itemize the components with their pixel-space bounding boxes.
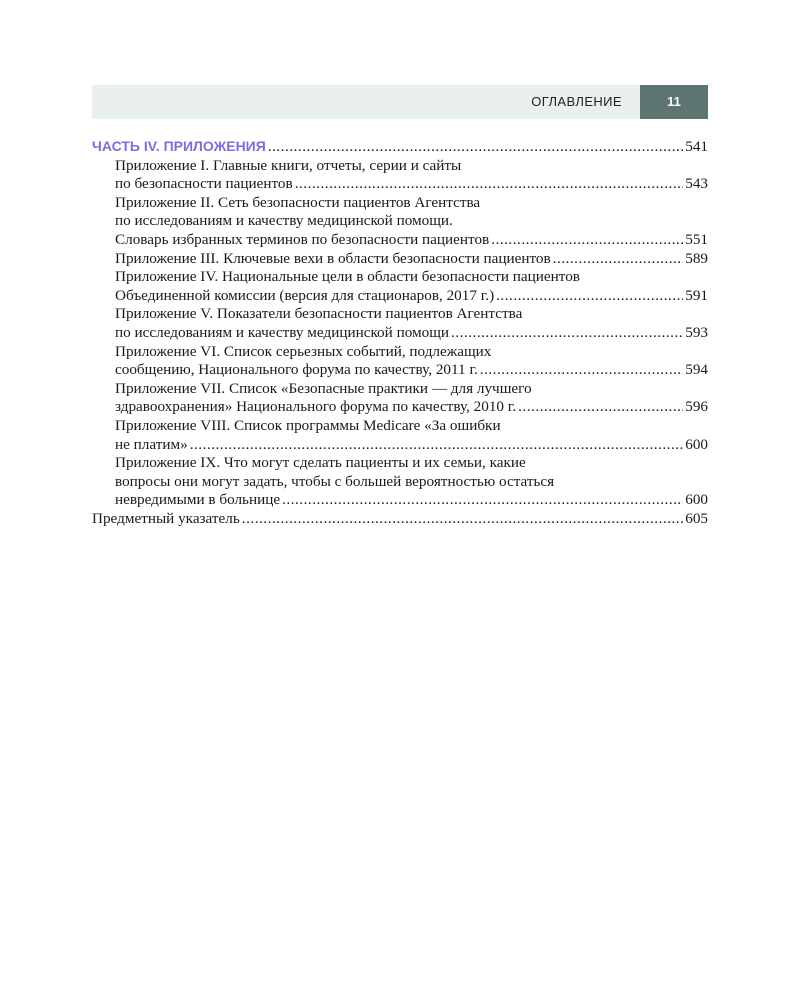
toc-leader-dots [295, 175, 684, 194]
toc-entry[interactable] [92, 250, 708, 269]
toc-entry-last-line [115, 231, 708, 250]
toc-entry[interactable] [92, 194, 708, 250]
toc-entry-line: Приложение VI. Список серьезных событий, подлежащих [115, 342, 492, 360]
toc-leader-dots [518, 398, 683, 417]
toc-part-entry[interactable] [92, 137, 708, 157]
toc-part-title: ЧАСТЬ IV. ПРИЛОЖЕНИЯ [92, 138, 266, 154]
toc-entry[interactable] [92, 305, 708, 342]
toc-entry-last-line [115, 398, 708, 417]
header-title: ОГЛАВЛЕНИЕ [531, 94, 622, 109]
toc-entry[interactable] [92, 454, 708, 510]
toc-page-number: 551 [685, 230, 708, 248]
toc-entry-line: Приложение IV. Национальные цели в области безопасности пациентов [115, 268, 580, 286]
toc-entry[interactable] [92, 157, 708, 194]
toc-leader-dots [451, 324, 683, 343]
toc-entry-last-line [115, 491, 708, 510]
toc-entry-last-line [115, 361, 708, 380]
toc-entry[interactable] [92, 343, 708, 380]
toc-entry[interactable] [92, 268, 708, 305]
toc-page-number: 593 [685, 323, 708, 341]
toc-leader-dots [496, 287, 683, 306]
toc-entry-line: Приложение VII. Список «Безопасные практики — для лучшего [115, 379, 532, 397]
toc-entry-line: Приложение II. Сеть безопасности пациентов Агентства [115, 193, 481, 211]
toc-index-entry[interactable] [92, 510, 708, 529]
toc-page-number: 591 [685, 286, 708, 304]
toc-entry-title: сообщению, Национального форума по качеству, 2011 г. [115, 361, 478, 379]
toc-entry-last-line [115, 250, 708, 269]
toc-entry-title: Объединенной комиссии (версия для стационаров, 2017 г.) [115, 286, 495, 304]
toc-entry-title: по безопасности пациентов [115, 175, 293, 193]
toc-entry-title: невредимыми в больнице [115, 491, 281, 509]
toc-entry-line: Приложение VIII. Список программы Medicare «За ошибки [115, 416, 501, 434]
toc-entry-title: не платим» [115, 435, 188, 453]
running-header [92, 85, 708, 119]
toc-leader-dots [242, 510, 683, 529]
toc-leader-dots [268, 138, 683, 157]
toc-entry-last-line [115, 287, 708, 306]
toc-entry[interactable] [92, 417, 708, 454]
toc-leader-dots [282, 491, 683, 510]
toc-entry-line: Приложение I. Главные книги, отчеты, серии и сайты [115, 156, 462, 174]
toc-entry-line: вопросы они могут задать, чтобы с большей вероятностью остаться [115, 472, 555, 490]
toc-entry-title: здравоохранения» Национального форума по качеству, 2010 г. [115, 398, 517, 416]
toc-entry-title: Приложение III. Ключевые вехи в области безопасности пациентов [115, 249, 551, 267]
toc-entry-title: Словарь избранных терминов по безопасности пациентов [115, 230, 490, 248]
toc-page-number: 605 [685, 509, 708, 527]
toc-page-number: 541 [685, 138, 708, 155]
toc-page-number: 594 [685, 361, 708, 379]
toc-entry-last-line [115, 175, 708, 194]
toc-leader-dots [480, 361, 683, 380]
toc-page-number: 543 [685, 175, 708, 193]
toc-leader-dots [491, 231, 683, 250]
toc-entry-last-line [115, 436, 708, 455]
toc-leader-dots [553, 250, 684, 269]
page-number-badge: 11 [640, 85, 708, 119]
toc-entry-title: по исследованиям и качеству медицинской помощи [115, 323, 450, 341]
toc-page-number: 589 [685, 249, 708, 267]
table-of-contents [92, 137, 708, 528]
toc-entries [92, 157, 708, 510]
toc-entry[interactable] [92, 380, 708, 417]
toc-page-number: 600 [685, 435, 708, 453]
toc-index-title: Предметный указатель [92, 509, 240, 527]
toc-entry-line: Приложение V. Показатели безопасности пациентов Агентства [115, 305, 523, 323]
toc-leader-dots [190, 436, 684, 455]
toc-entry-line: Приложение IX. Что могут сделать пациенты и их семьи, какие [115, 454, 526, 472]
toc-entry-line: по исследованиям и качеству медицинской помощи. [115, 212, 453, 230]
toc-page-number: 596 [685, 398, 708, 416]
toc-entry-last-line [115, 324, 708, 343]
toc-page-number: 600 [685, 491, 708, 509]
